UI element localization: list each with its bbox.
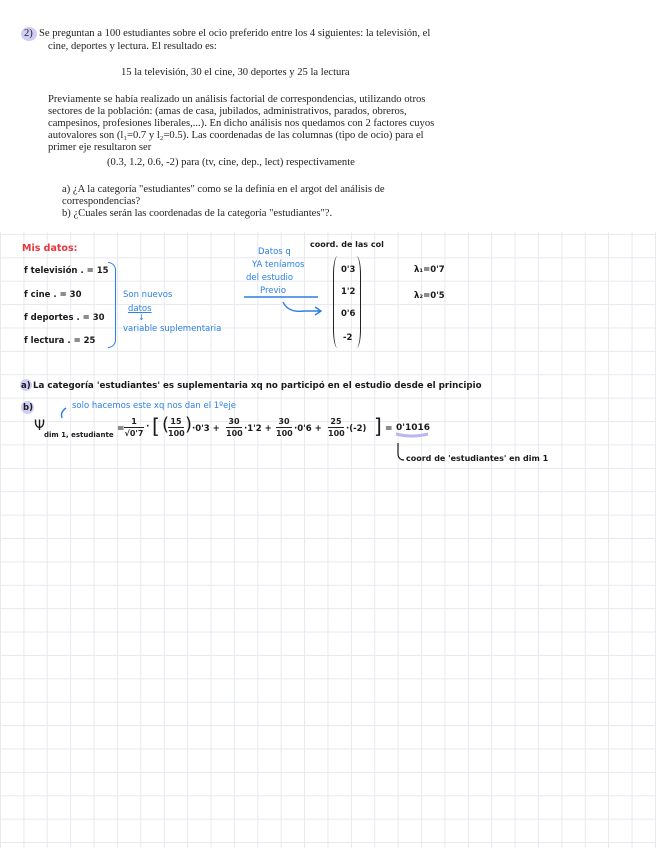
frac-lectura xyxy=(328,417,344,438)
arrow-down: ↓ xyxy=(138,313,145,322)
frac-sqrt: √0'7 xyxy=(124,429,144,438)
intro-line-2: cine, deportes y lectura. El resultado es: xyxy=(48,41,217,52)
variable-suplementaria: variable suplementaria xyxy=(123,324,222,334)
problem-number: 2) xyxy=(24,28,33,39)
frac-tv-den: 100 xyxy=(168,429,185,438)
result-underline xyxy=(396,434,428,436)
bracket-close: ] xyxy=(374,414,382,438)
result-value: 0'1016 xyxy=(396,423,431,433)
para-line-3: campesinos, profesiones liberales,...). En dicho análisis nos quedamos con 2 factores cuyos xyxy=(48,118,435,129)
coords-line: (0.3, 1.2, 0.6, -2) para (tv, cine, dep., lect) respectivamente xyxy=(107,157,355,168)
solo-arrow xyxy=(62,408,67,418)
frac-cine-num: 30 xyxy=(228,417,240,426)
datos-q-line-2: YA teníamos xyxy=(252,260,305,270)
intro-line-1: Se preguntan a 100 estudiantes sobre el ocio preferido entre los 4 siguientes: la televisión, el xyxy=(39,28,431,39)
question-b: b) ¿Cuales serán las coordenadas de la categoría "estudiantes"?. xyxy=(62,208,333,219)
coord-note-hook xyxy=(398,443,404,460)
coord-lect: (-2) xyxy=(349,424,367,434)
equals-sign-1: = xyxy=(117,424,125,434)
frac-one: 1 xyxy=(131,417,137,426)
mis-datos-heading: Mis datos: xyxy=(22,243,78,254)
paren-open: ( xyxy=(162,414,170,435)
bracket-open: [ xyxy=(152,414,160,438)
coord-header: coord. de las col xyxy=(310,240,384,249)
question-a-line-2: correspondencias? xyxy=(62,196,141,207)
freq-cine: f cine . = 30 xyxy=(24,290,82,300)
psi-subscript: dim 1, estudiante xyxy=(44,431,114,439)
equals-sign-2: = xyxy=(385,424,393,434)
frac-dep-num: 30 xyxy=(278,417,290,426)
datos-q-line-3: del estudio xyxy=(246,273,294,283)
frac-tv xyxy=(168,417,184,438)
frac-one-over-sqrt xyxy=(124,417,144,438)
solo-hacemos-note: solo hacemos este xq nos dan el 1ºeje xyxy=(72,401,236,411)
frac-lect-num: 25 xyxy=(330,417,342,426)
dot-1: · xyxy=(146,422,150,432)
psi-symbol: Ψ xyxy=(34,418,46,434)
question-a-line-1: a) ¿A la categoría "estudiantes" como se la definía en el argot del análisis de xyxy=(62,184,385,195)
frac-cine xyxy=(226,417,242,438)
freq-lectura: f lectura . = 25 xyxy=(24,336,96,346)
coord-cine: 1'2 xyxy=(247,424,262,434)
frac-cine-den: 100 xyxy=(226,429,243,438)
frac-dep-den: 100 xyxy=(276,429,293,438)
para-line-5: primer eje resultaron ser xyxy=(48,142,152,153)
previo-arrow xyxy=(283,302,320,311)
coord-tv: 0'3 xyxy=(195,424,210,434)
frac-tv-num: 15 xyxy=(170,417,182,426)
answer-a-label: a) xyxy=(21,381,31,391)
col-value-cine: 1'2 xyxy=(341,287,356,297)
frac-lect-den: 100 xyxy=(328,429,345,438)
term-dep-coord: ·0'6 + xyxy=(294,424,322,434)
datos-q-line-4: Previo xyxy=(260,286,287,296)
lambda-1: λ₁=0'7 xyxy=(414,265,445,275)
lambda-2: λ₂=0'5 xyxy=(414,291,445,301)
frac-deportes xyxy=(276,417,292,438)
col-value-tv: 0'3 xyxy=(341,265,356,275)
paren-close: ) xyxy=(185,414,193,435)
para-line-1: Previamente se había realizado un análisis factorial de correspondencias, utilizando otros xyxy=(48,94,426,105)
answer-b-label: b) xyxy=(23,403,33,413)
freq-tv: f televisión . = 15 xyxy=(24,266,109,276)
col-value-deportes: 0'6 xyxy=(341,309,356,319)
son-nuevos: Son nuevos xyxy=(123,290,173,300)
term-cine-coord: ·1'2 + xyxy=(244,424,272,434)
para-line-4: autovalores son (l₁=0.7 y l₂=0.5). Las coordenadas de las columnas (tipo de ocio) para el xyxy=(48,130,424,141)
datos-label: datos xyxy=(128,304,152,314)
freq-deportes: f deportes . = 30 xyxy=(24,313,105,323)
coord-note: coord de 'estudiantes' en dim 1 xyxy=(406,454,549,463)
term-tv-coord: ·0'3 + xyxy=(192,424,220,434)
datos-q-line-1: Datos q xyxy=(258,247,291,257)
term-lect-coord: ·(-2) xyxy=(346,424,367,434)
col-value-lectura: -2 xyxy=(343,333,353,343)
para-line-2: sectores de la población: (amas de casa, jubilados, administrativos, parados, obreros, xyxy=(48,106,407,117)
coord-dep: 0'6 xyxy=(297,424,312,434)
result-line: 15 la televisión, 30 el cine, 30 deportes y 25 la lectura xyxy=(121,67,350,78)
answer-a-text: La categoría 'estudiantes' es suplementaria xq no participó en el estudio desde el principio xyxy=(33,381,482,391)
